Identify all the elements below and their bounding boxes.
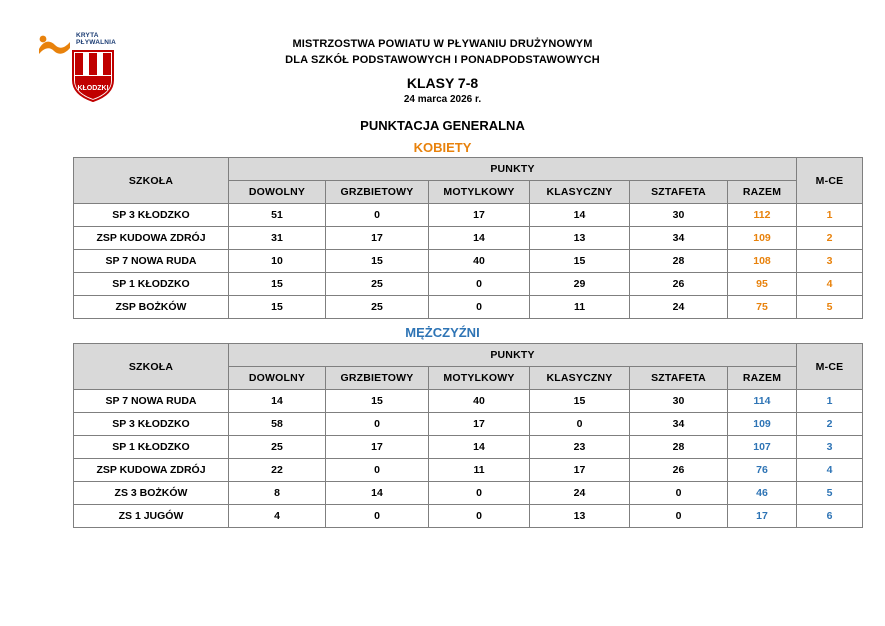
cell-motylkowy: 40 (429, 250, 530, 273)
cell-klasyczny: 29 (530, 273, 630, 296)
cell-klasyczny: 23 (530, 436, 630, 459)
men-score-table (73, 343, 863, 528)
header-dowolny: DOWOLNY (229, 181, 326, 204)
header-date: 24 marca 2026 r. (403, 94, 482, 105)
logo-line-2: PŁYWALNIA (76, 39, 117, 47)
header-mce: M-CE (797, 158, 863, 204)
header-motylkowy: MOTYLKOWY (429, 181, 530, 204)
cell-motylkowy: 40 (429, 390, 530, 413)
cell-motylkowy: 11 (429, 459, 530, 482)
header-subtitle: PUNKTACJA GENERALNA (360, 118, 525, 133)
cell-mce: 2 (797, 227, 863, 250)
header-klasyczny: KLASYCZNY (530, 181, 630, 204)
cell-school: SP 1 KŁODZKO (74, 436, 229, 459)
cell-mce: 4 (797, 273, 863, 296)
cell-sztafeta: 0 (630, 505, 728, 528)
cell-sztafeta: 34 (630, 413, 728, 436)
cell-motylkowy: 0 (429, 505, 530, 528)
logo-line-1: KRYTA (76, 32, 99, 39)
header-dowolny: DOWOLNY (229, 367, 326, 390)
cell-school: SP 3 KŁODZKO (74, 204, 229, 227)
cell-mce: 3 (797, 436, 863, 459)
header-line-2: DLA SZKÓŁ PODSTAWOWYCH I PONADPODSTAWOWYCH (285, 54, 600, 66)
cell-motylkowy: 0 (429, 296, 530, 319)
header-line-1: MISTRZOSTWA POWIATU W PŁYWANIU DRUŻYNOWYM (292, 38, 593, 50)
cell-sztafeta: 0 (630, 482, 728, 505)
cell-razem: 95 (728, 273, 797, 296)
cell-mce: 1 (797, 390, 863, 413)
header-grzbietowy: GRZBIETOWY (326, 181, 429, 204)
table-row (74, 413, 863, 436)
header-razem: RAZEM (728, 181, 797, 204)
header-sztafeta: SZTAFETA (630, 367, 728, 390)
cell-grzbietowy: 25 (326, 296, 429, 319)
cell-dowolny: 22 (229, 459, 326, 482)
header-sztafeta: SZTAFETA (630, 181, 728, 204)
header-punkty: PUNKTY (229, 158, 797, 181)
cell-mce: 5 (797, 482, 863, 505)
table-row (74, 250, 863, 273)
table-row (74, 296, 863, 319)
cell-grzbietowy: 0 (326, 505, 429, 528)
header-motylkowy: MOTYLKOWY (429, 367, 530, 390)
table-row (74, 227, 863, 250)
cell-grzbietowy: 0 (326, 459, 429, 482)
cell-motylkowy: 0 (429, 482, 530, 505)
cell-klasyczny: 0 (530, 413, 630, 436)
cell-razem: 109 (728, 413, 797, 436)
cell-school: ZS 3 BOŻKÓW (74, 482, 229, 505)
cell-klasyczny: 17 (530, 459, 630, 482)
cell-dowolny: 10 (229, 250, 326, 273)
cell-sztafeta: 34 (630, 227, 728, 250)
cell-dowolny: 15 (229, 273, 326, 296)
cell-dowolny: 51 (229, 204, 326, 227)
header-klasyczny: KLASYCZNY (530, 367, 630, 390)
cell-sztafeta: 26 (630, 273, 728, 296)
svg-text:KŁODZKI: KŁODZKI (77, 85, 109, 92)
cell-razem: 75 (728, 296, 797, 319)
cell-grzbietowy: 17 (326, 436, 429, 459)
cell-dowolny: 31 (229, 227, 326, 250)
cell-sztafeta: 30 (630, 204, 728, 227)
cell-razem: 108 (728, 250, 797, 273)
header-razem: RAZEM (728, 367, 797, 390)
cell-dowolny: 14 (229, 390, 326, 413)
cell-dowolny: 58 (229, 413, 326, 436)
cell-school: ZSP BOŻKÓW (74, 296, 229, 319)
cell-sztafeta: 28 (630, 436, 728, 459)
cell-grzbietowy: 0 (326, 204, 429, 227)
cell-dowolny: 25 (229, 436, 326, 459)
cell-razem: 114 (728, 390, 797, 413)
table-row (74, 273, 863, 296)
cell-klasyczny: 11 (530, 296, 630, 319)
cell-mce: 3 (797, 250, 863, 273)
cell-grzbietowy: 15 (326, 250, 429, 273)
cell-grzbietowy: 0 (326, 413, 429, 436)
cell-razem: 17 (728, 505, 797, 528)
cell-motylkowy: 0 (429, 273, 530, 296)
header-mce: M-CE (797, 344, 863, 390)
cell-razem: 109 (728, 227, 797, 250)
women-score-table (73, 157, 863, 319)
cell-sztafeta: 30 (630, 390, 728, 413)
cell-klasyczny: 13 (530, 505, 630, 528)
cell-dowolny: 15 (229, 296, 326, 319)
header-klasy: KLASY 7-8 (406, 75, 479, 91)
cell-klasyczny: 15 (530, 250, 630, 273)
table-row (74, 436, 863, 459)
cell-grzbietowy: 17 (326, 227, 429, 250)
cell-mce: 2 (797, 413, 863, 436)
cell-klasyczny: 24 (530, 482, 630, 505)
cell-klasyczny: 14 (530, 204, 630, 227)
header-school: SZKOŁA (74, 158, 229, 204)
table-row (74, 204, 863, 227)
cell-school: SP 3 KŁODZKO (74, 413, 229, 436)
cell-grzbietowy: 15 (326, 390, 429, 413)
cell-mce: 5 (797, 296, 863, 319)
cell-razem: 46 (728, 482, 797, 505)
cell-school: SP 7 NOWA RUDA (74, 390, 229, 413)
table-row (74, 390, 863, 413)
section-title-women: KOBIETY (413, 140, 472, 155)
header-school: SZKOŁA (74, 344, 229, 390)
table-row (74, 459, 863, 482)
cell-grzbietowy: 14 (326, 482, 429, 505)
table-header-row (74, 344, 863, 367)
cell-school: SP 1 KŁODZKO (74, 273, 229, 296)
cell-klasyczny: 15 (530, 390, 630, 413)
cell-motylkowy: 14 (429, 227, 530, 250)
header-grzbietowy: GRZBIETOWY (326, 367, 429, 390)
cell-klasyczny: 13 (530, 227, 630, 250)
cell-dowolny: 4 (229, 505, 326, 528)
cell-grzbietowy: 25 (326, 273, 429, 296)
cell-sztafeta: 28 (630, 250, 728, 273)
cell-motylkowy: 17 (429, 204, 530, 227)
cell-sztafeta: 26 (630, 459, 728, 482)
header-punkty: PUNKTY (229, 344, 797, 367)
cell-razem: 76 (728, 459, 797, 482)
cell-razem: 112 (728, 204, 797, 227)
section-title-men: MĘŻCZYŹNI (405, 325, 480, 340)
cell-school: ZSP KUDOWA ZDRÓJ (74, 227, 229, 250)
cell-mce: 1 (797, 204, 863, 227)
cell-razem: 107 (728, 436, 797, 459)
cell-school: SP 7 NOWA RUDA (74, 250, 229, 273)
cell-motylkowy: 17 (429, 413, 530, 436)
table-header-row (74, 158, 863, 181)
cell-school: ZSP KUDOWA ZDRÓJ (74, 459, 229, 482)
cell-motylkowy: 14 (429, 436, 530, 459)
cell-mce: 6 (797, 505, 863, 528)
cell-school: ZS 1 JUGÓW (74, 505, 229, 528)
cell-sztafeta: 24 (630, 296, 728, 319)
table-row (74, 505, 863, 528)
cell-mce: 4 (797, 459, 863, 482)
table-row (74, 482, 863, 505)
cell-dowolny: 8 (229, 482, 326, 505)
